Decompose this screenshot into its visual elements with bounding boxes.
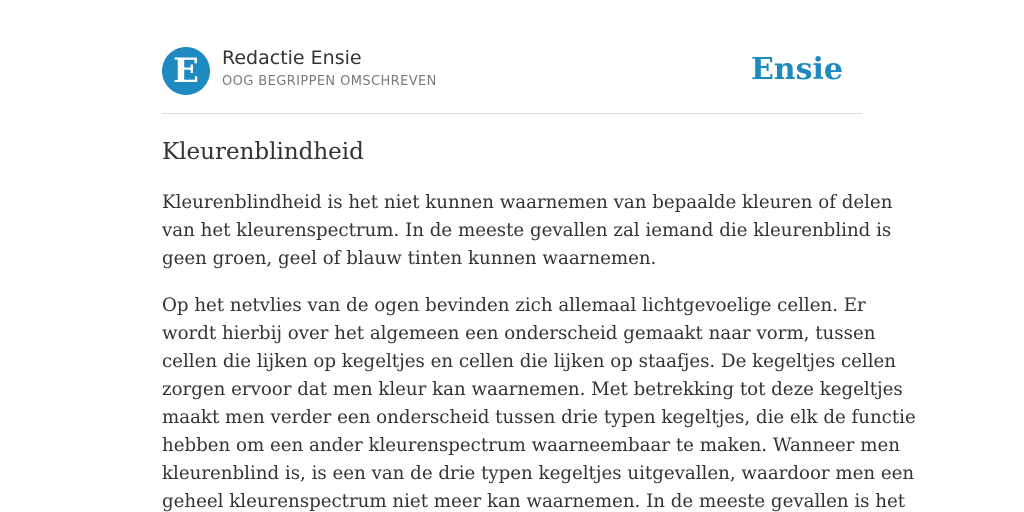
article-title: Kleurenblindheid [162,139,364,165]
paragraph-2 [162,292,916,512]
paragraph-line: van het kleurenspectrum. In de meeste gevallen zal iemand die kleurenblind is [162,220,892,241]
author-avatar[interactable]: E [162,47,210,95]
paragraph-line: hebben om een ander kleurenspectrum waarneembaar te maken. Wanneer men [162,435,900,456]
author-name[interactable]: Redactie Ensie [222,47,362,69]
paragraph-line: geheel kleurenspectrum niet meer kan waarnemen. In de meeste gevallen is het [162,491,906,512]
article-header [162,46,862,96]
paragraph-line: zorgen ervoor dat men kleur kan waarnemen. Met betrekking tot deze kegeltjes [162,379,903,400]
author-subtitle: OOG BEGRIPPEN OMSCHREVEN [222,74,437,89]
brand-logo[interactable]: Ensie [750,52,843,87]
paragraph-line: maakt men verder een onderscheid tussen drie typen kegeltjes, die elk de functie [162,407,916,428]
paragraph-line: Op het netvlies van de ogen bevinden zich allemaal lichtgevoelige cellen. Er [162,295,866,316]
paragraph-line: kleurenblind is, is een van de drie typen kegeltjes uitgevallen, waardoor men een [162,463,915,484]
paragraph-line: wordt hierbij over het algemeen een onderscheid gemaakt naar vorm, tussen [162,323,876,344]
paragraph-line: Kleurenblindheid is het niet kunnen waarnemen van bepaalde kleuren of delen [162,192,893,213]
paragraph-1 [162,189,893,273]
paragraph-line: cellen die lijken op kegeltjes en cellen die lijken op staafjes. De kegeltjes cellen [162,351,897,372]
header-divider [162,113,862,114]
article-body [162,136,916,512]
paragraph-line: geen groen, geel of blauw tinten kunnen waarnemen. [162,248,657,269]
